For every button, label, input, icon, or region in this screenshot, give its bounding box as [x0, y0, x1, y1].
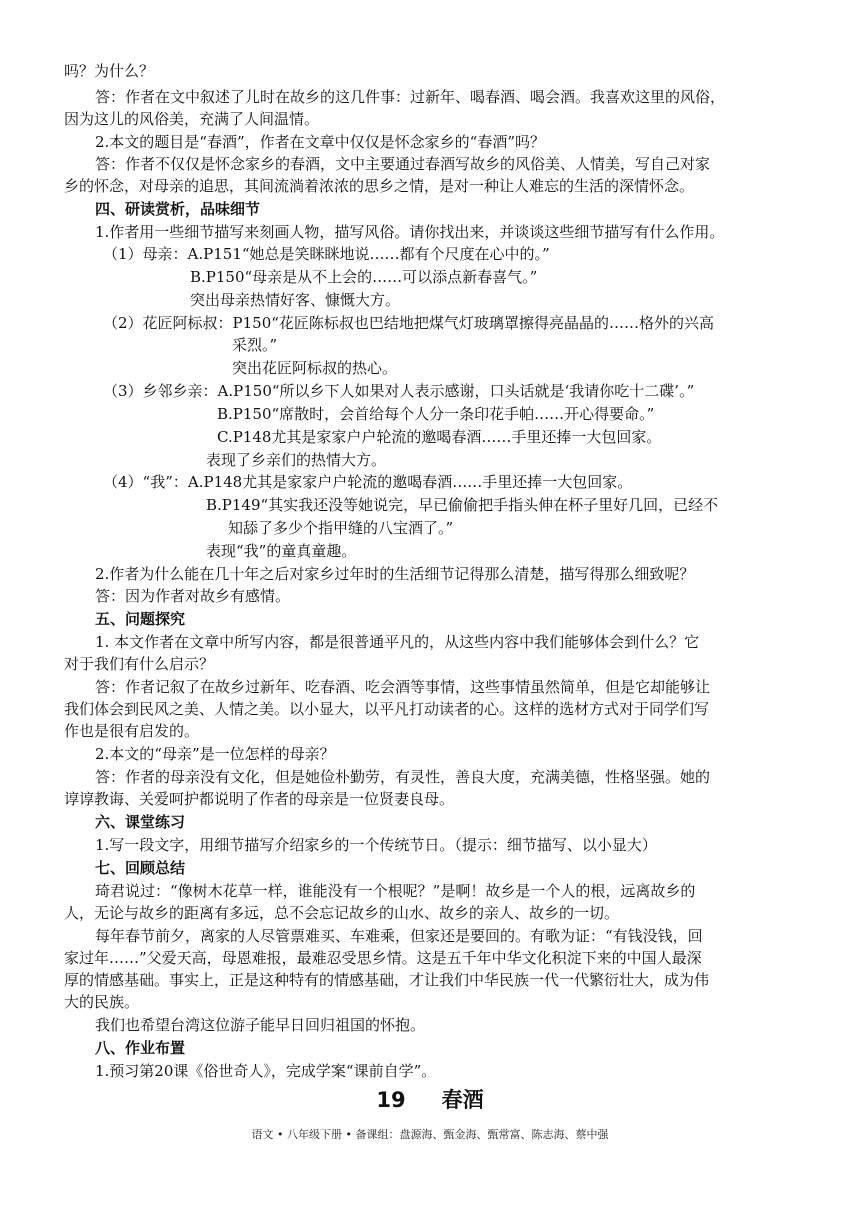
section-heading: 四、研读赏析，品味细节	[95, 200, 261, 218]
detail-line: 突出花匠阿标叔的热心。	[232, 359, 398, 377]
detail-line: B.P149“其实我还没等她说完，早已偷偷把手指头伸在杯子里好几回，已经不	[206, 496, 719, 514]
answer-line: 答：作者的母亲没有文化，但是她俭朴勤劳，有灵性，善良大度，充满美德，性格坚强。她的	[95, 768, 711, 786]
summary-line: 厚的情感基础。事实上，正是这种特有的情感基础，才让我们中华民族一代一代繁衍壮大，成为伟	[64, 971, 710, 989]
summary-line: 我们也希望台湾这位游子能早日回归祖国的怀抱。	[95, 1016, 426, 1034]
question-line: 2.本文的“母亲”是一位怎样的母亲？	[95, 745, 335, 763]
summary-line: 每年春节前夕，离家的人尽管票难买、车难乘，但家还是要回的。有歌为证：“有钱没钱，回	[95, 927, 703, 945]
detail-line: 知舔了多少个指甲缝的八宝酒了。”	[228, 519, 454, 537]
question-line: 1.作者用一些细节描写来刻画人物，描写风俗。请你找出来，并谈谈这些细节描写有什么作用。	[95, 223, 725, 241]
answer-line: 我们体会到民风之美、人情之美。以小显大，以平凡打动读者的心。这样的选材方式对于同学们写	[64, 700, 710, 718]
question-line: 2.作者为什么能在几十年之后对家乡过年时的生活细节记得那么清楚，描写得那么细致呢？	[95, 565, 695, 583]
detail-line: B.P150“母亲是从不上会的……可以添点新春喜气。”	[190, 268, 538, 286]
answer-line: 乡的怀念，对母亲的追思，其间流淌着浓浓的思乡之情，是对一种让人难忘的生活的深情怀念。	[64, 177, 695, 195]
section-heading: 八、作业布置	[95, 1039, 186, 1057]
question-line: 对于我们有什么启示？	[64, 655, 215, 673]
homework-line: 1.预习第20课《俗世奇人》，完成学案“课前自学”。	[95, 1062, 437, 1080]
question-line: 2.本文的题目是“春酒”，作者在文章中仅仅是怀念家乡的“春酒”吗？	[95, 133, 545, 151]
detail-line: 表现“我”的童真童趣。	[206, 542, 357, 560]
detail-line: B.P150“席散时，会首给每个人分一条印花手帕……开心得要命。”	[217, 405, 655, 423]
lesson-name: 春酒	[441, 1088, 484, 1112]
section-heading: 五、问题探究	[95, 610, 186, 628]
detail-line: 表现了乡亲们的热情大方。	[206, 451, 387, 469]
answer-line: 答：作者不仅仅是怀念家乡的春酒，文中主要通过春酒写故乡的风俗美、人情美，写自己对家	[95, 155, 711, 173]
detail-line: （1）母亲：A.P151“她总是笑眯眯地说……都有个尺度在心中的。”	[103, 245, 550, 263]
question-line: 1. 本文作者在文章中所写内容，都是很普通平凡的，从这些内容中我们能够体会到什么？它	[95, 633, 700, 651]
detail-line: C.P148尤其是家家户户轮流的邀喝春酒……手里还捧一大包回家。	[217, 428, 662, 446]
text-line: 答：作者在文中叙述了儿时在故乡的这几件事：过新年、喝春酒、喝会酒。我喜欢这里的风俗，	[95, 88, 726, 106]
detail-line: 采烈。”	[232, 336, 278, 354]
answer-line: 作也是很有启发的。	[64, 722, 200, 740]
answer-line: 谆谆教诲、关爱呵护都说明了作者的母亲是一位贤妻良母。	[64, 790, 455, 808]
detail-line: 突出母亲热情好客、慷慨大方。	[190, 291, 401, 309]
answer-line: 答：因为作者对故乡有感情。	[95, 587, 291, 605]
detail-line: （2）花匠阿标叔：P150“花匠陈标叔也巴结地把煤气灯玻璃罩擦得亮晶晶的……格外的兴高	[103, 314, 714, 332]
text-line: 吗？为什么？	[64, 62, 155, 80]
page-footer: 语文 • 八年级下册 • 备课组：盘源海、甄金海、甄常富、陈志海、蔡中强	[251, 1128, 609, 1141]
text-line: 因为这儿的风俗美，充满了人间温情。	[64, 110, 320, 128]
lesson-title	[0, 1084, 860, 1114]
lesson-number: 19	[376, 1088, 406, 1112]
detail-line: （3）乡邻乡亲：A.P150“所以乡下人如果对人表示感谢，口头话就是‘我请你吃十二碟’。”	[103, 382, 695, 400]
section-heading: 七、回顾总结	[95, 859, 186, 877]
summary-line: 人，无论与故乡的距离有多远，总不会忘记故乡的山水、故乡的亲人、故乡的一切。	[64, 904, 620, 922]
summary-line: 大的民族。	[64, 993, 140, 1011]
summary-line: 家过年……”父爱天高，母恩难报，最难忍受思乡情。这是五千年中华文化积淀下来的中国人最深	[64, 949, 702, 967]
exercise-line: 1.写一段文字，用细节描写介绍家乡的一个传统节日。（提示：细节描写、以小显大）	[95, 836, 657, 854]
section-heading: 六、课堂练习	[95, 813, 186, 831]
detail-line: （4）“我”：A.P148尤其是家家户户轮流的邀喝春酒……手里还捧一大包回家。	[103, 473, 633, 491]
summary-line: 琦君说过：“像树木花草一样，谁能没有一个根呢？”是啊！故乡是一个人的根，远离故乡的	[95, 882, 696, 900]
answer-line: 答：作者记叙了在故乡过新年、吃春酒、吃会酒等事情，这些事情虽然简单，但是它却能够让	[95, 678, 711, 696]
